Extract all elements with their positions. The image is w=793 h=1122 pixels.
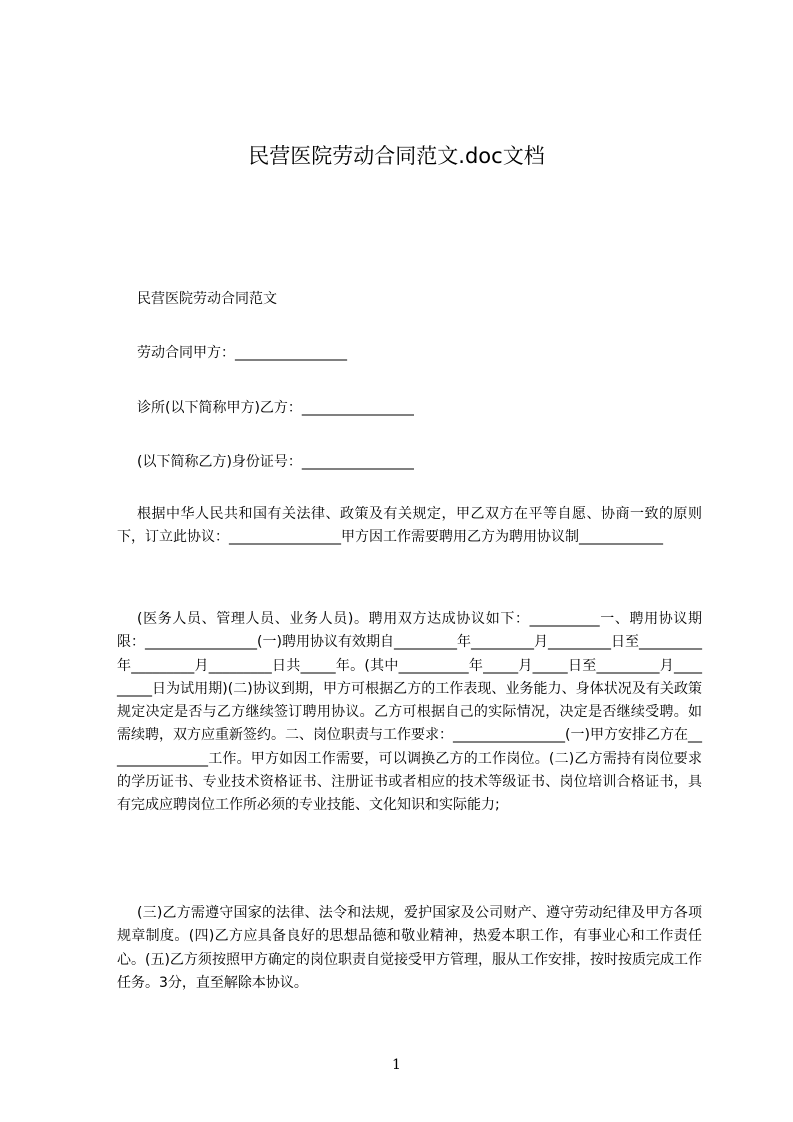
paragraph-agreement-terms: (医务人员、管理人员、业务人员)。聘用双方达成协议如下：__________一、聘用协议期限：________________(一)聘用协议有效期自_________年_________月_________日至_________年_________月_________日共_____年。(其中__________年_____月_____日至_________月_________日为试用期)(二)协议到期，甲方可根据乙方的工作表现、业务能力、身体状况及有关政策规定决定是否与乙方继续签订聘用协议。乙方可根据自己的实际情况，决定是否继续受聘。如需续聘，双方应重新签约。二、岗位职责与工作要求：________________(一)甲方安排乙方在_______________工作。甲方如因工作需要，可以调换乙方的工作岗位。(二)乙方需持有岗位要求的学历证书、专业技术资格证书、注册证书或者相应的技术等级证书、岗位培训合格证书，具有完成应聘岗位工作所必须的专业技能、文化知识和实际能力;: [117, 611, 702, 814]
page-number: 1: [392, 1057, 401, 1073]
paragraph-heading: 民营医院劳动合同范文: [137, 291, 277, 307]
document-title: 民营医院劳动合同范文.doc文档: [248, 144, 545, 168]
paragraph-obligations: (三)乙方需遵守国家的法律、法令和法规，爱护国家及公司财产、遵守劳动纪律及甲方各项规章制度。(四)乙方应具备良好的思想品德和敬业精神，热爱本职工作，有事业心和工作责任心。(五)乙方须按照甲方确定的岗位职责自觉接受甲方管理，服从工作安排，按时按质完成工作任务。3分，直至解除本协议。: [117, 905, 702, 991]
paragraph-party-a: 劳动合同甲方：________________: [137, 345, 347, 361]
paragraph-id-number: (以下简称乙方)身份证号：________________: [137, 454, 414, 470]
paragraph-clinic-party-b: 诊所(以下简称甲方)乙方：________________: [137, 400, 414, 416]
paragraph-preamble: 根据中华人民共和国有关法律、政策及有关规定，甲乙双方在平等自愿、协商一致的原则下，订立此协议：________________甲方因工作需要聘用乙方为聘用协议制____________: [117, 506, 702, 546]
